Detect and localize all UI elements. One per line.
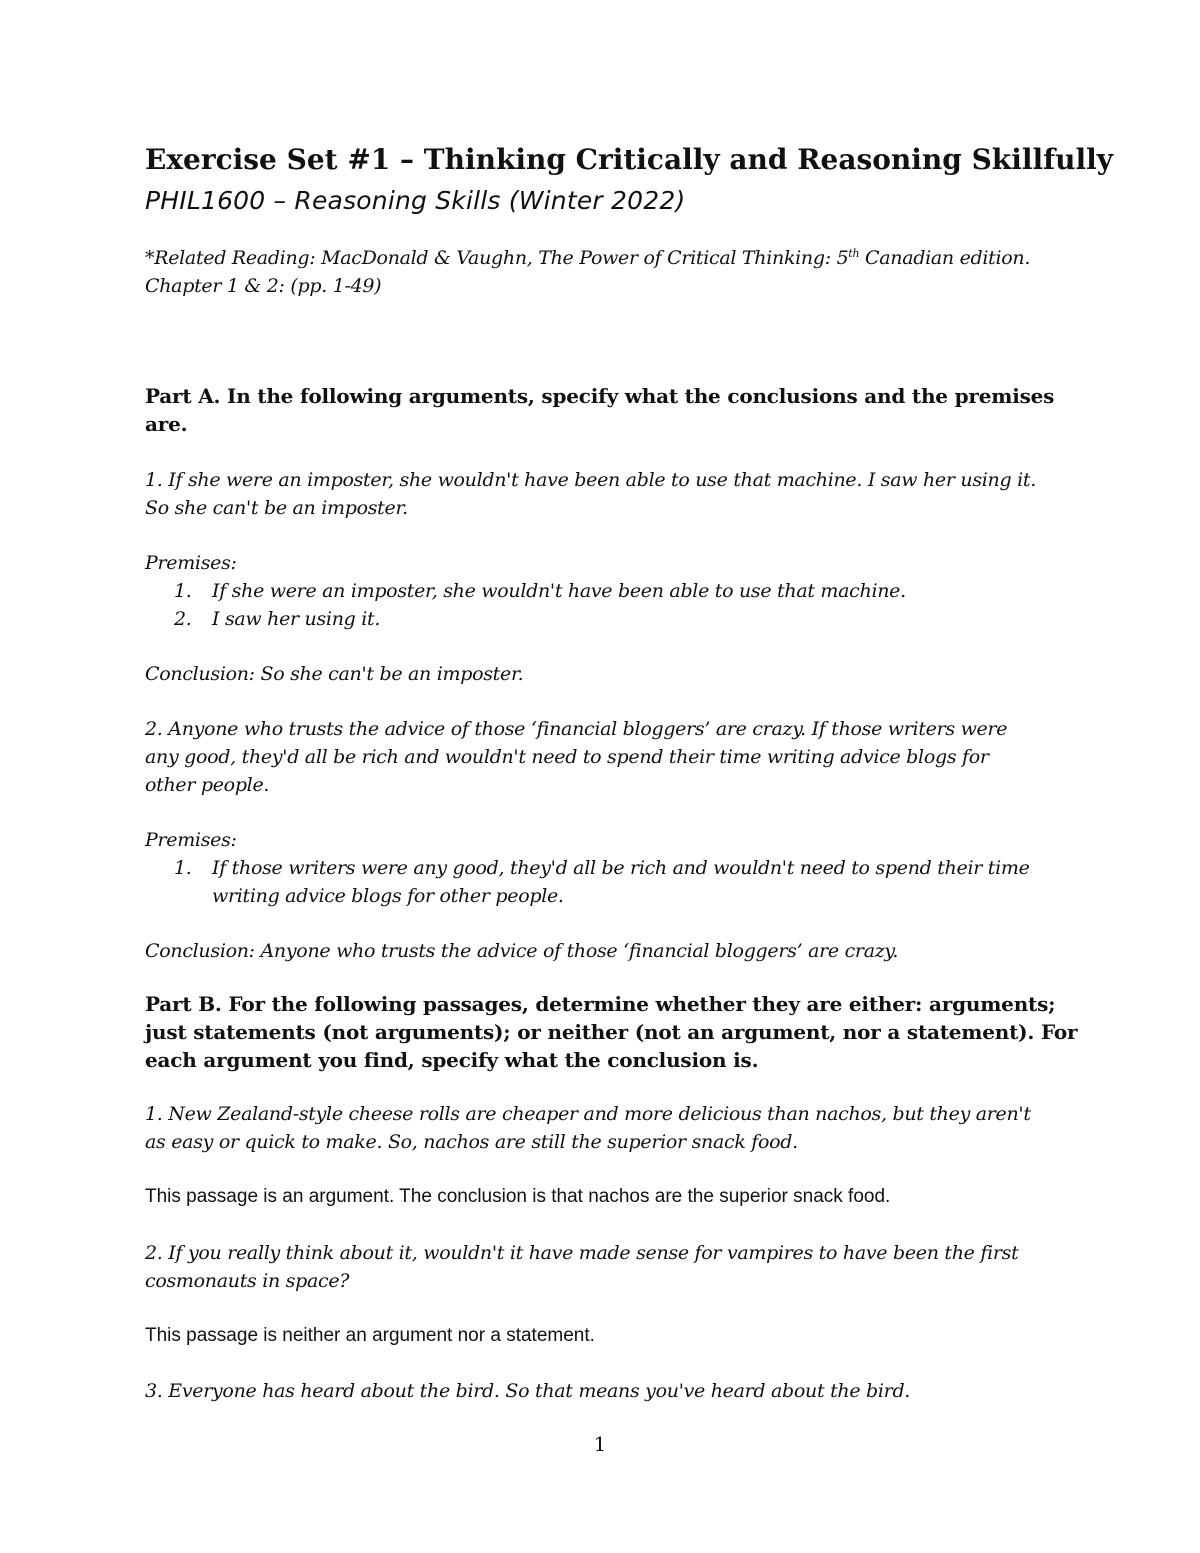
related-reading-line-1	[145, 244, 1095, 272]
part-b-question-3: 3. Everyone has heard about the bird. So that means you've heard about the bird.	[145, 1380, 911, 1402]
premises-label: Premises:	[145, 552, 237, 574]
part-b-question-2: 2. If you really think about it, wouldn't it have made sense for vampires to have been the first	[145, 1242, 1019, 1264]
part-a-question-2: 2. Anyone who trusts the advice of those ‘financial bloggers’ are crazy. If those writers were	[145, 718, 1008, 740]
premise-number: 1.	[174, 857, 192, 879]
part-b-question-2-cont: cosmonauts in space?	[145, 1270, 350, 1292]
course-subtitle: PHIL1600 – Reasoning Skills (Winter 2022)	[145, 186, 686, 215]
part-b-heading: Part B. For the following passages, determine whether they are either: arguments;	[145, 992, 1056, 1016]
premise-number: 2.	[174, 608, 192, 630]
part-a-question-1: 1. If she were an imposter, she wouldn't have been able to use that machine. I saw her using it.	[145, 469, 1036, 491]
premise-text: If she were an imposter, she wouldn't have been able to use that machine.	[212, 580, 906, 602]
related-reading-text-end: Canadian edition.	[859, 247, 1031, 269]
part-b-heading-cont: each argument you find, specify what the conclusion is.	[145, 1048, 759, 1072]
part-a-question-1-cont: So she can't be an imposter.	[145, 497, 408, 519]
part-b-heading-cont: just statements (not arguments); or neither (not an argument, nor a statement). For	[145, 1020, 1078, 1044]
premise-text: I saw her using it.	[212, 608, 381, 630]
part-a-heading: Part A. In the following arguments, specify what the conclusions and the premises	[145, 384, 1055, 408]
premise-text-cont: writing advice blogs for other people.	[212, 885, 564, 907]
conclusion-text: Conclusion: So she can't be an imposter.	[145, 663, 524, 685]
page-number: 1	[593, 1432, 607, 1456]
related-reading-text: *Related Reading: MacDonald & Vaughn, The Power of Critical Thinking: 5	[145, 247, 849, 269]
part-b-answer-1: This passage is an argument. The conclusion is that nachos are the superior snack food.	[145, 1186, 891, 1207]
part-a-question-2-cont: other people.	[145, 774, 270, 796]
conclusion-text: Conclusion: Anyone who trusts the advice of those ‘financial bloggers’ are crazy.	[145, 940, 899, 962]
part-b-answer-2: This passage is neither an argument nor a statement.	[145, 1325, 595, 1346]
premise-text: If those writers were any good, they'd all be rich and wouldn't need to spend their time	[212, 857, 1030, 879]
premise-number: 1.	[174, 580, 192, 602]
premises-label: Premises:	[145, 829, 237, 851]
related-reading-line-2: Chapter 1 & 2: (pp. 1-49)	[145, 275, 382, 297]
part-a-question-2-cont: any good, they'd all be rich and wouldn't need to spend their time writing advice blogs for	[145, 746, 989, 768]
part-a-heading-cont: are.	[145, 412, 188, 436]
part-b-question-1-cont: as easy or quick to make. So, nachos are still the superior snack food.	[145, 1131, 798, 1153]
document-title: Exercise Set #1 – Thinking Critically and Reasoning Skillfully	[145, 143, 1114, 176]
part-b-question-1: 1. New Zealand-style cheese rolls are cheaper and more delicious than nachos, but they aren't	[145, 1103, 1031, 1125]
edition-superscript: th	[848, 247, 860, 260]
